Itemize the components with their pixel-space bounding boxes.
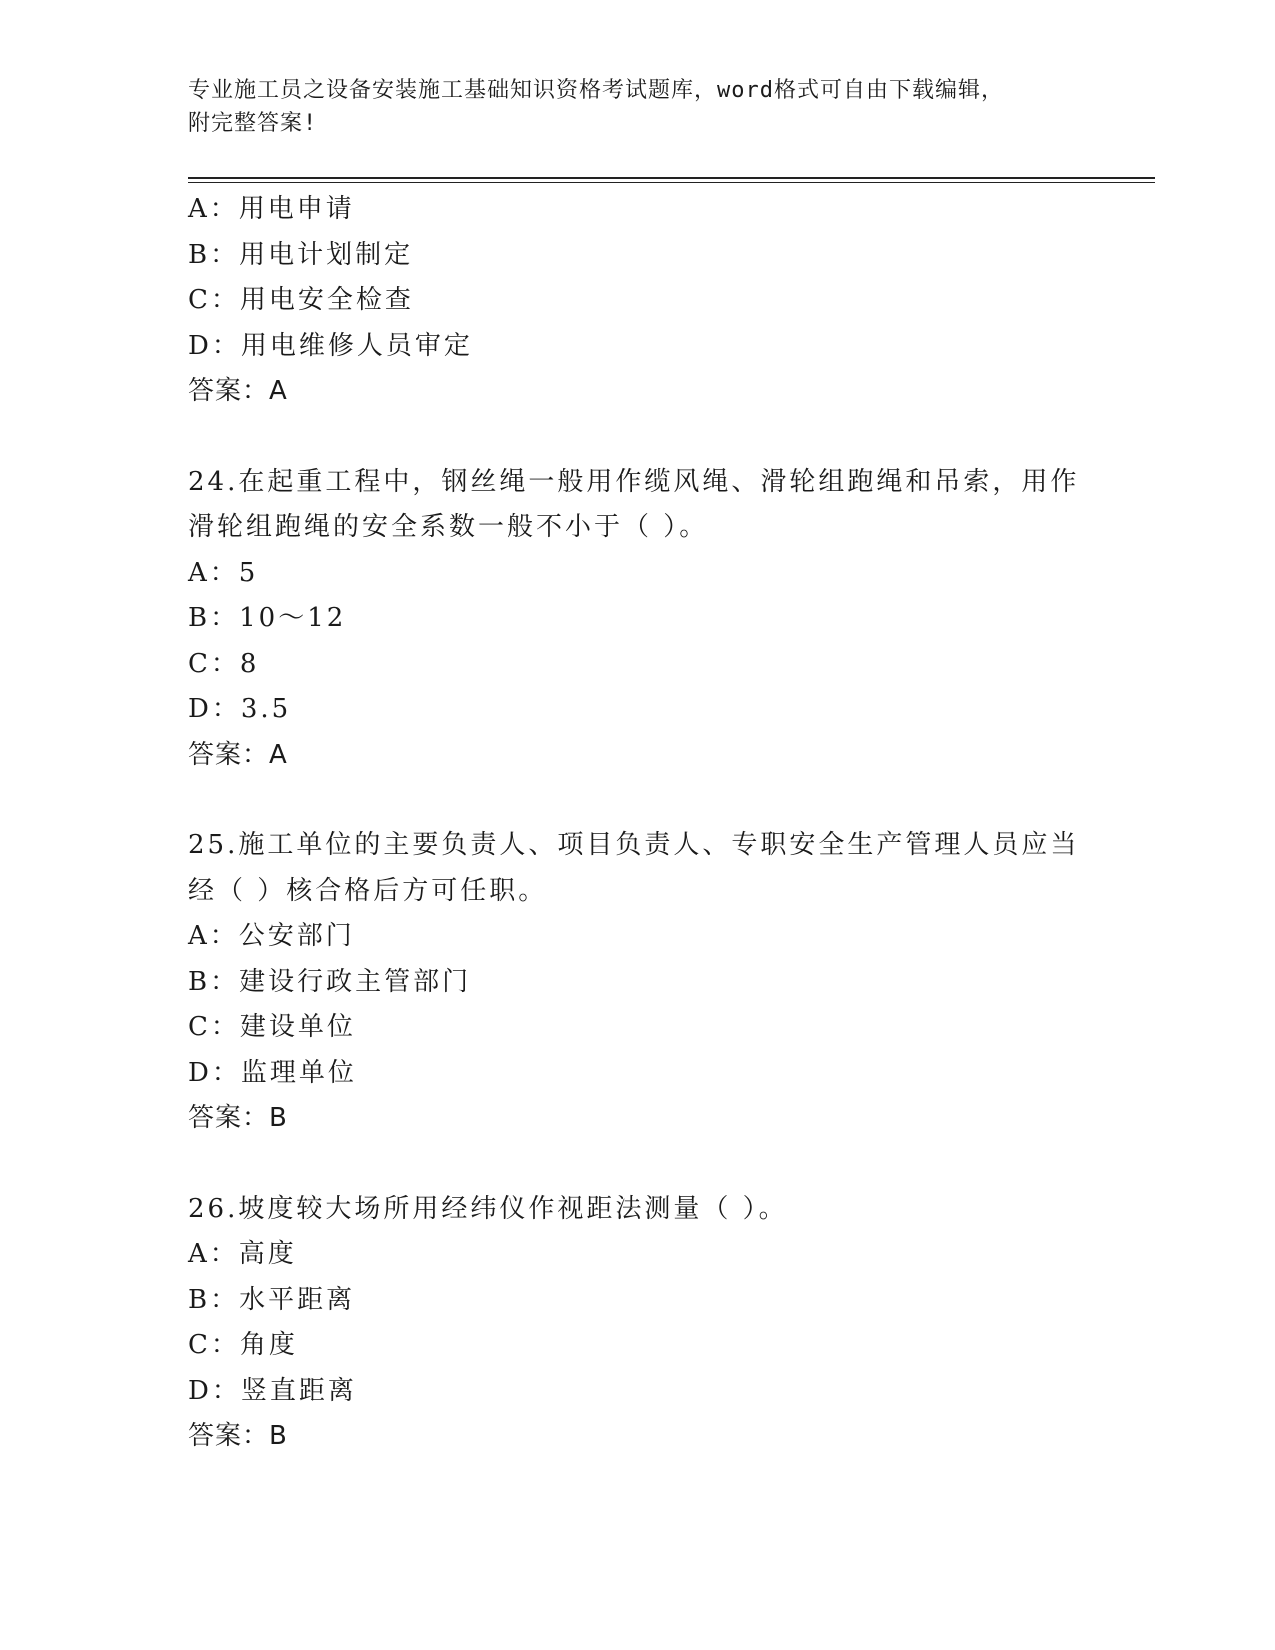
question-block: [188, 187, 1158, 415]
question-stem-line: 25.施工单位的主要负责人、项目负责人、专职安全生产管理人员应当: [188, 830, 1080, 860]
answer-line: 答案：B: [188, 1103, 288, 1133]
option-a: A：公安部门: [188, 921, 355, 951]
option-c: C：角度: [188, 1330, 298, 1360]
option-a: A：高度: [188, 1239, 297, 1269]
question-block: [188, 1187, 1158, 1460]
option-d: D：监理单位: [188, 1057, 357, 1088]
question-stem-line: 24.在起重工程中，钢丝绳一般用作缆风绳、滑轮组跑绳和吊索，用作: [188, 466, 1080, 497]
option-b: B：水平距离: [188, 1284, 356, 1315]
option-a: A：用电申请: [188, 194, 355, 224]
option-c: C：建设单位: [188, 1012, 356, 1042]
question-stem-line: 26.坡度较大场所用经纬仪作视距法测量（ ）。: [188, 1193, 788, 1224]
option-a: A：5: [188, 557, 259, 588]
option-b: B：用电计划制定: [188, 239, 414, 270]
header-line-2: 附完整答案!: [188, 111, 318, 136]
question-block: [188, 823, 1158, 1142]
option-c: C：用电安全检查: [188, 285, 414, 315]
question-stem-line: 经（ ）核合格后方可任职。: [188, 875, 548, 906]
question-block: [188, 460, 1158, 779]
header-line-1: 专业施工员之设备安装施工基础知识资格考试题库，word格式可自由下载编辑，: [188, 78, 1004, 103]
question-list: [188, 187, 1158, 1460]
option-d: D：竖直距离: [188, 1375, 357, 1406]
answer-line: 答案：B: [188, 1421, 288, 1451]
option-d: D：用电维修人员审定: [188, 330, 473, 361]
option-b: B：10～12: [188, 603, 347, 633]
document-header: [188, 74, 1088, 140]
option-d: D：3.5: [188, 694, 292, 724]
answer-line: 答案：A: [188, 739, 288, 770]
option-b: B：建设行政主管部门: [188, 966, 472, 997]
header-divider: [188, 177, 1155, 183]
option-c: C：8: [188, 648, 260, 679]
question-stem-line: 滑轮组跑绳的安全系数一般不小于（ ）。: [188, 512, 709, 542]
answer-line: 答案：A: [188, 376, 288, 406]
